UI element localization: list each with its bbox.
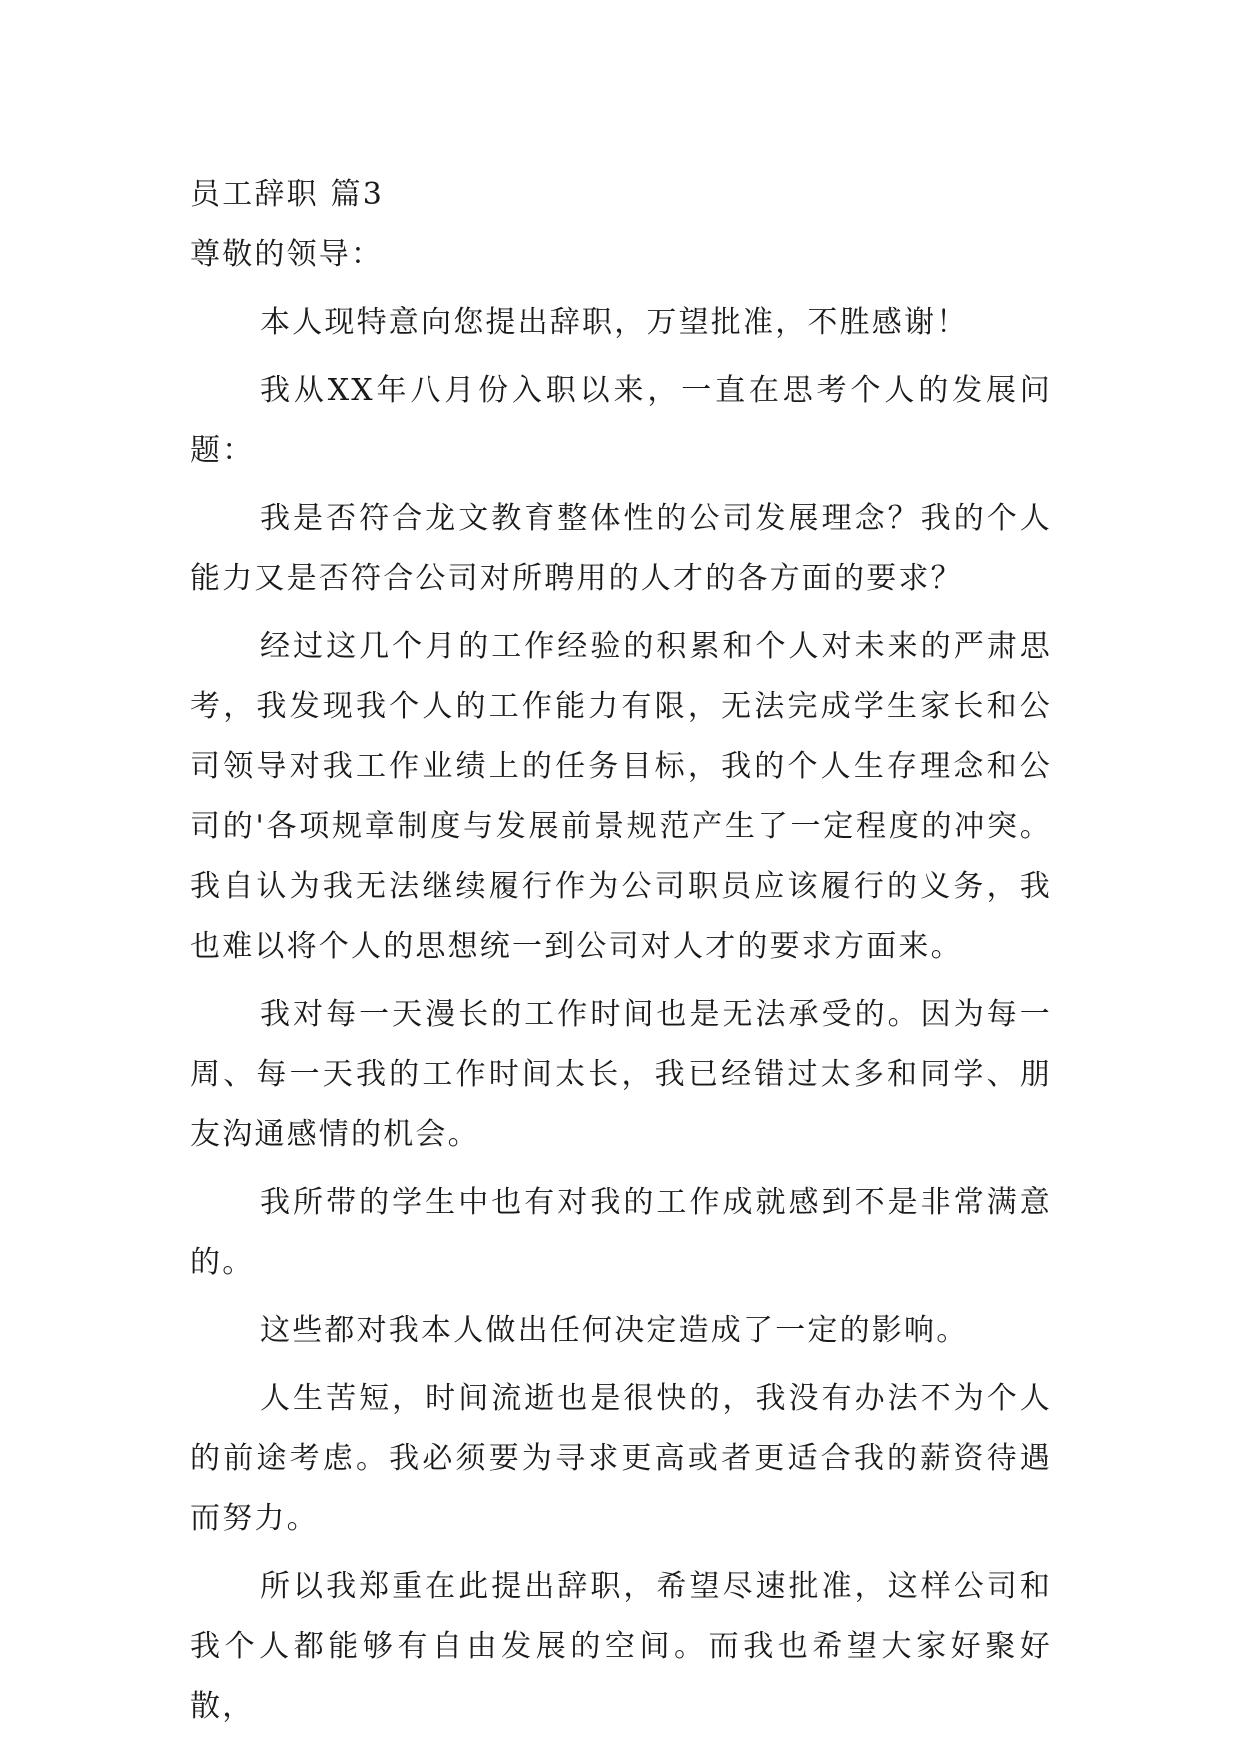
paragraph-3: 我是否符合龙文教育整体性的公司发展理念？我的个人能力又是否符合公司对所聘用的人才的各方面的要求？ [190, 501, 1052, 596]
paragraph-7: 这些都对我本人做出任何决定造成了一定的影响。 [260, 1313, 969, 1348]
paragraph-2: 我从XX年八月份入职以来，一直在思考个人的发展问题： [190, 373, 1052, 468]
paragraph-1: 本人现特意向您提出辞职，万望批准，不胜感谢！ [260, 305, 969, 340]
paragraph-8: 人生苦短，时间流逝也是很快的，我没有办法不为个人的前途考虑。我必须要为寻求更高或者更适合我的薪资待遇而努力。 [190, 1381, 1052, 1536]
paragraph-5: 我对每一天漫长的工作时间也是无法承受的。因为每一周、每一天我的工作时间太长，我已经错过太多和同学、朋友沟通感情的机会。 [190, 997, 1052, 1152]
document-body [190, 165, 1052, 1737]
document-title: 员工辞职 篇3 [190, 177, 385, 212]
paragraph-6: 我所带的学生中也有对我的工作成就感到不是非常满意的。 [190, 1185, 1052, 1280]
paragraph-4: 经过这几个月的工作经验的积累和个人对未来的严肃思考，我发现我个人的工作能力有限，无法完成学生家长和公司领导对我工作业绩上的任务目标，我的个人生存理念和公司的'各项规章制度与发展前景规范产生了一定程度的冲突。我自认为我无法继续履行作为公司职员应该履行的义务，我也难以将个人的思想统一到公司对人才的要求方面来。 [190, 629, 1052, 964]
paragraph-9: 所以我郑重在此提出辞职，希望尽速批准，这样公司和我个人都能够有自由发展的空间。而我也希望大家好聚好散， [190, 1569, 1052, 1724]
salutation: 尊敬的领导： [190, 237, 384, 272]
